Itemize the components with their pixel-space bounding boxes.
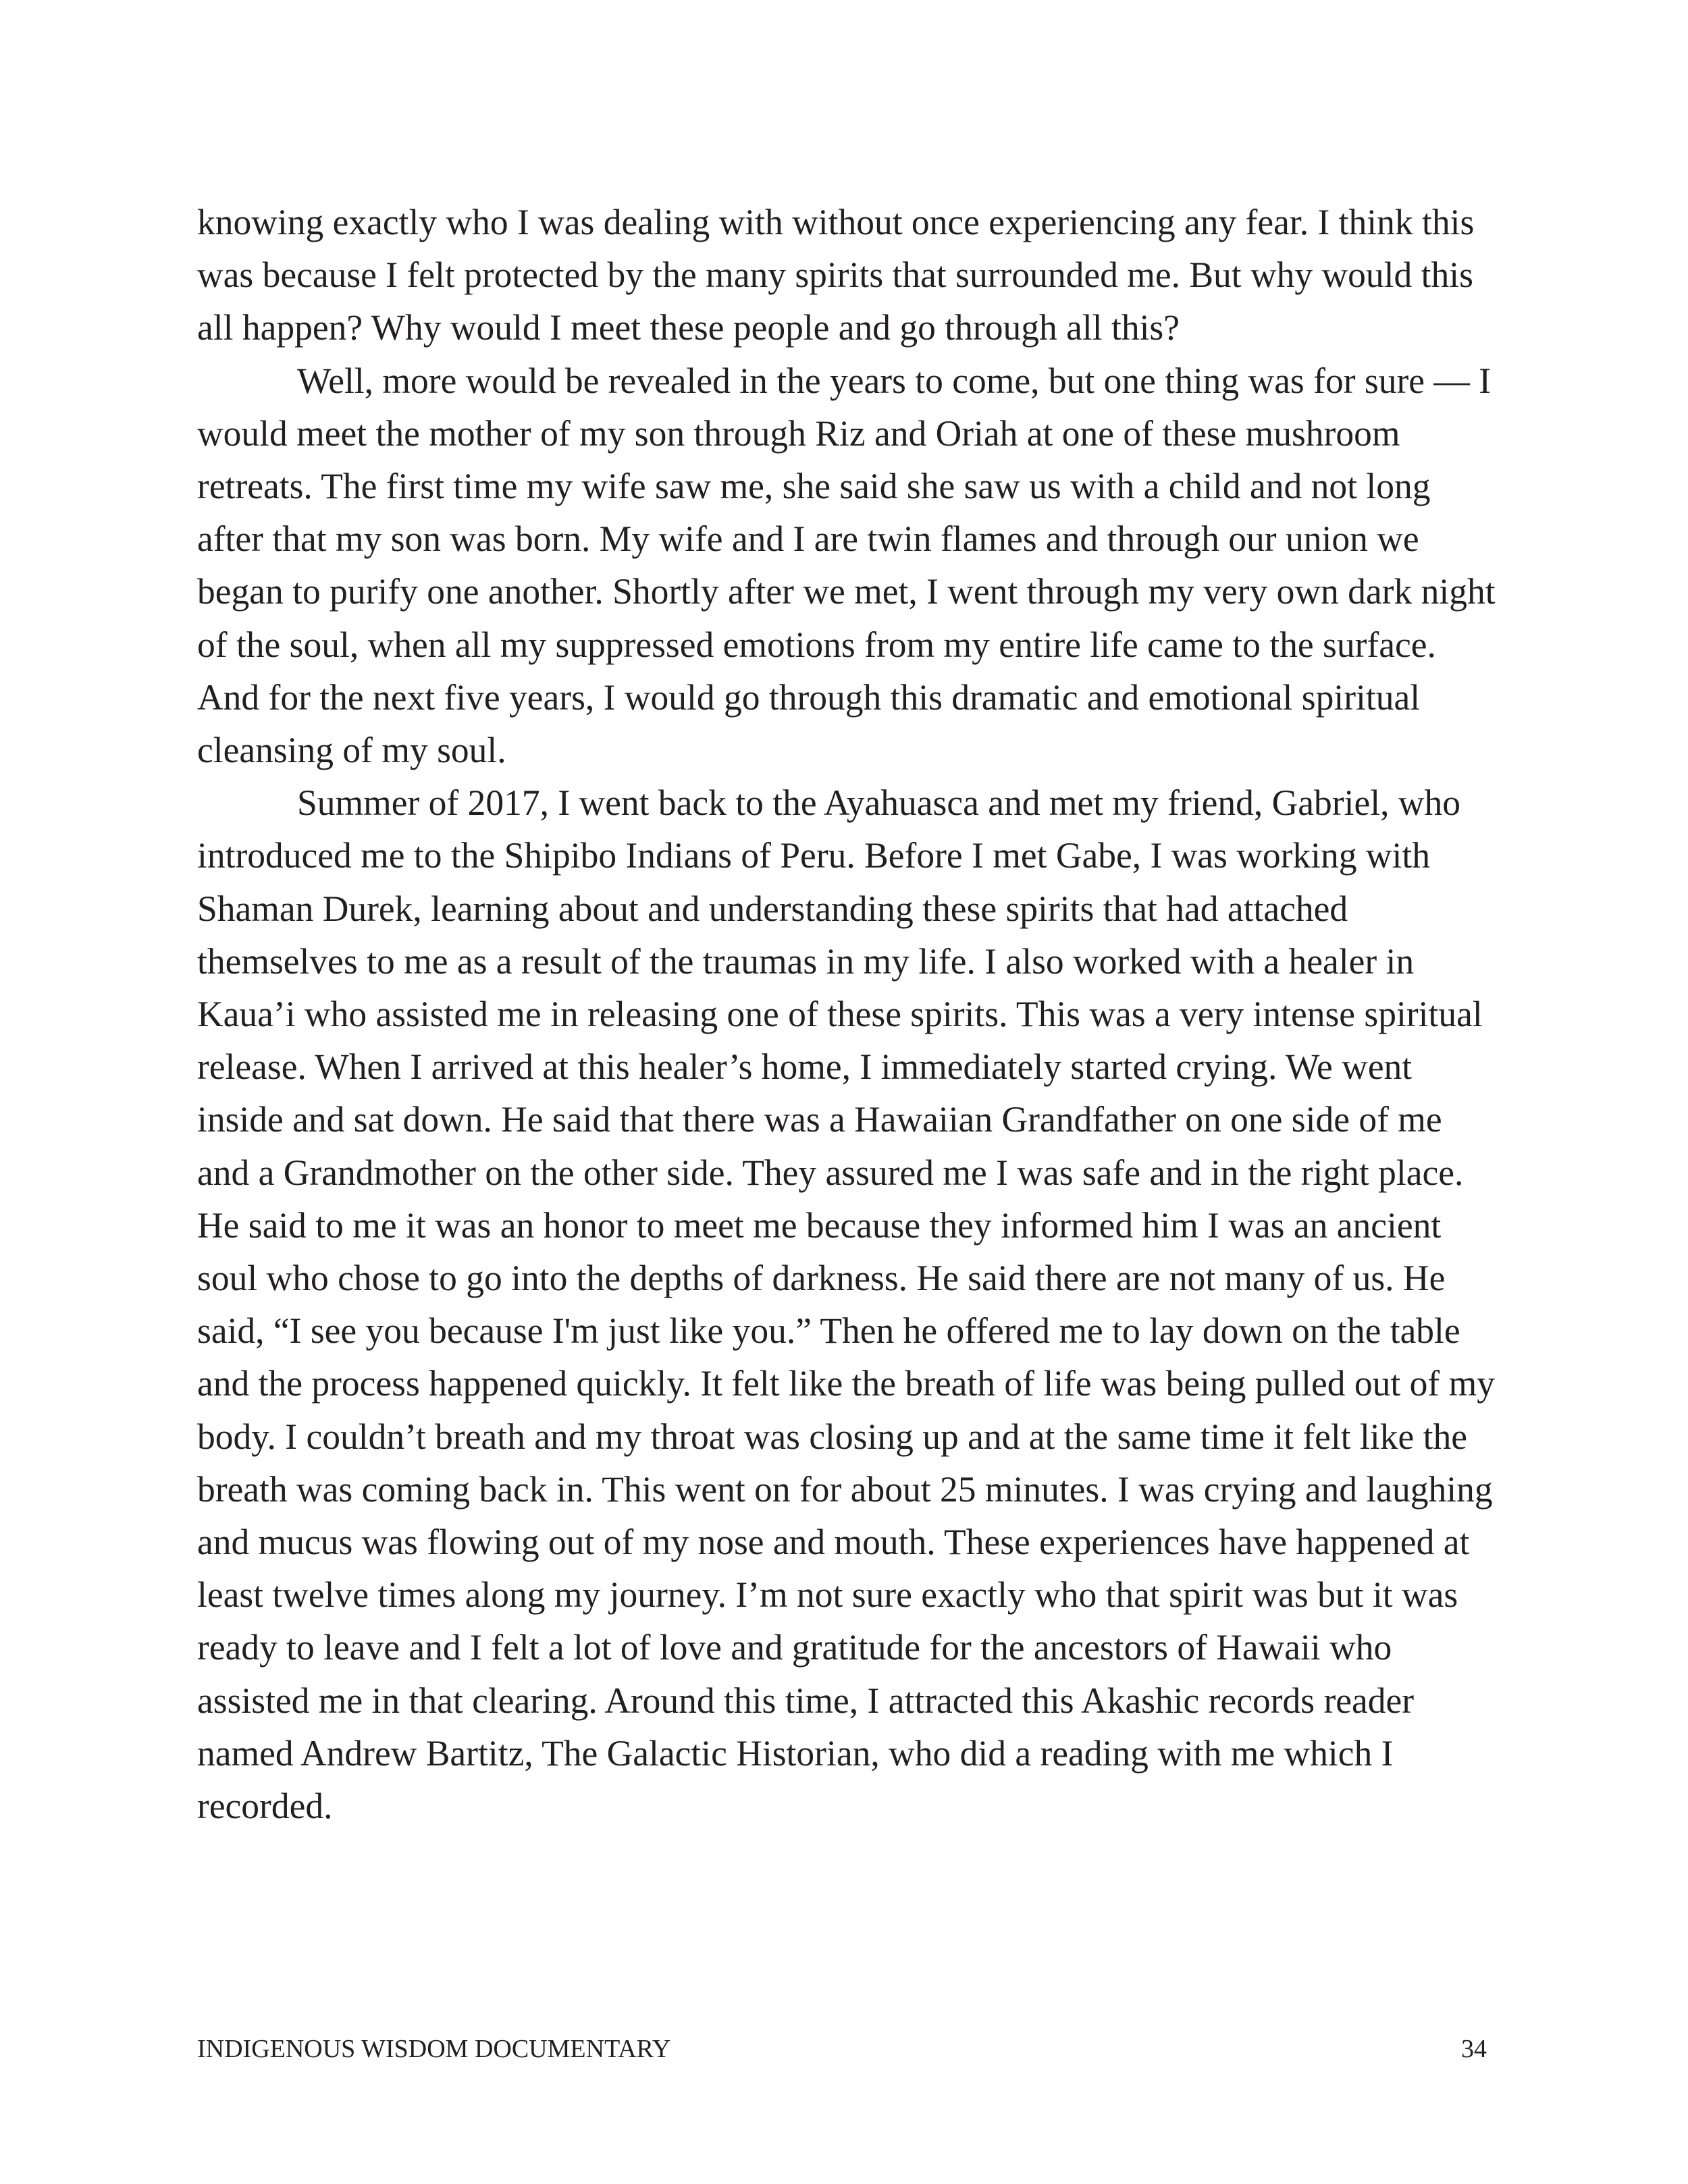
paragraph-continuation: knowing exactly who I was dealing with without once experiencing any fear. I think this was because I felt protected by the many spirits that surrounded me. But why would this all happen? Why would I meet these people and go through all this?	[197, 202, 1475, 348]
page-number: 34	[1461, 2035, 1487, 2063]
running-footer-title: INDIGENOUS WISDOM DOCUMENTARY	[197, 2035, 671, 2063]
paragraph-summer-2017: Summer of 2017, I went back to the Ayahuasca and met my friend, Gabriel, who introduced me to the Shipibo Indians of Peru. Before I met Gabe, I was working with Shaman Durek, learning about and understanding these spirits that had attached themselves to me as a result of the traumas in my life. I also worked with a healer in Kaua’i who assisted me in releasing one of these spirits. This was a very intense spiritual release. When I arrived at this healer’s home, I immediately started crying. We went inside and sat down. He said that there was a Hawaiian Grandfather on one side of me and a Grandmother on the other side. They assured me I was safe and in the right place. He said to me it was an honor to meet me because they informed him I was an ancient soul who chose to go into the depths of darkness. He said there are not many of us. He said, “I see you because I'm just like you.” Then he offered me to lay down on the table and the process happened quickly. It felt like the breath of life was being pulled out of my body. I couldn’t breath and my throat was closing up and at the same time it felt like the breath was coming back in. This went on for about 25 minutes. I was crying and laughing and mucus was flowing out of my nose and mouth. These experiences have happened at least twelve times along my journey. I’m not sure exactly who that spirit was but it was ready to leave and I felt a lot of love and gratitude for the ancestors of Hawaii who assisted me in that clearing. Around this time, I attracted this Akashic records reader named Andrew Bartitz, The Galactic Historian, who did a reading with me which I recorded.	[197, 782, 1495, 1827]
paragraph-revelation: Well, more would be revealed in the years to come, but one thing was for sure — I would meet the mother of my son through Riz and Oriah at one of these mushroom retreats. The first time my wife saw me, she said she saw us with a child and not long after that my son was born. My wife and I are twin flames and through our union we began to purify one another. Shortly after we met, I went through my very own dark night of the soul, when all my suppressed emotions from my entire life came to the surface. And for the next five years, I would go through this dramatic and emotional spiritual cleansing of my soul.	[197, 360, 1496, 771]
body-text	[197, 196, 1497, 1832]
